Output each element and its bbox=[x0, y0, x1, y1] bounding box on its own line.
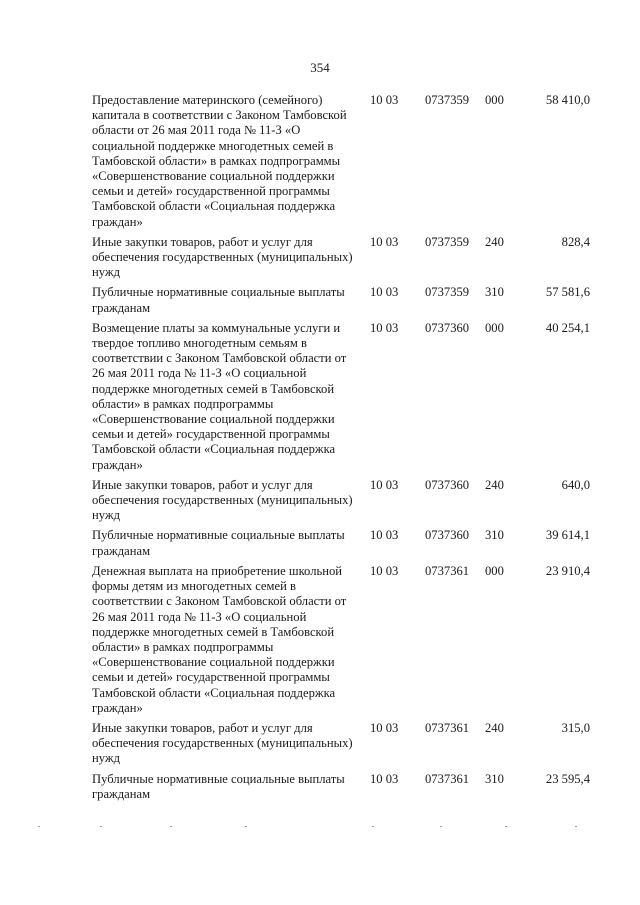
row-description: Возмещение платы за коммунальные услуги и твердое топливо многодетным семьям в соответствии с Законом Тамбовской области от 26 мая 2011 года № 11-З «О социальной поддержке многодетных семей в Тамбовской области» в рамках подпрограммы «Совершенствование социальной поддержки семьи и детей» государственной программы Тамбовской области «Социальная поддержка граждан» bbox=[92, 320, 347, 472]
amount: 315,0 bbox=[561, 720, 590, 735]
row-description: Публичные нормативные социальные выплаты гражданам bbox=[92, 285, 345, 315]
table-row bbox=[0, 721, 640, 767]
table-row bbox=[0, 564, 640, 716]
scan-dot bbox=[245, 826, 247, 827]
amount: 23 595,4 bbox=[545, 771, 590, 786]
table-row bbox=[0, 235, 640, 281]
amount: 57 581,6 bbox=[545, 285, 590, 300]
section-code: 10 03 bbox=[370, 477, 399, 492]
table-row bbox=[0, 528, 640, 558]
expense-type-code: 310 bbox=[485, 285, 504, 300]
table-row bbox=[0, 321, 640, 473]
section-code: 10 03 bbox=[370, 563, 399, 578]
amount: 39 614,1 bbox=[545, 528, 590, 543]
scan-dot bbox=[100, 826, 102, 827]
target-article-code: 0737361 bbox=[425, 771, 470, 786]
expense-type-code: 240 bbox=[485, 234, 504, 249]
section-code: 10 03 bbox=[370, 528, 399, 543]
budget-table bbox=[0, 93, 640, 802]
scan-dot bbox=[505, 826, 507, 827]
amount: 640,0 bbox=[561, 477, 590, 492]
row-description: Денежная выплата на приобретение школьной формы детям из многодетных семей в соответствии с Законом Тамбовской области от 26 мая 2011 года № 11-З «О социальной поддержке многодетных семей в Тамбовской области» в рамках подпрограммы «Совершенствование социальной поддержки семьи и детей» государственной программы Тамбовской области «Социальная поддержка граждан» bbox=[92, 563, 347, 715]
amount: 23 910,4 bbox=[545, 563, 590, 578]
expense-type-code: 310 bbox=[485, 528, 504, 543]
section-code: 10 03 bbox=[370, 93, 399, 107]
expense-type-code: 240 bbox=[485, 477, 504, 492]
row-description: Иные закупки товаров, работ и услуг для обеспечения государственных (муниципальных) нужд bbox=[92, 477, 353, 523]
row-description: Иные закупки товаров, работ и услуг для обеспечения государственных (муниципальных) нужд bbox=[92, 234, 353, 280]
expense-type-code: 000 bbox=[485, 563, 504, 578]
target-article-code: 0737359 bbox=[425, 285, 470, 300]
expense-type-code: 000 bbox=[485, 93, 504, 107]
table-row bbox=[0, 772, 640, 802]
target-article-code: 0737361 bbox=[425, 563, 470, 578]
section-code: 10 03 bbox=[370, 720, 399, 735]
target-article-code: 0737359 bbox=[425, 234, 470, 249]
scan-dot bbox=[170, 826, 172, 827]
expense-type-code: 240 bbox=[485, 720, 504, 735]
section-code: 10 03 bbox=[370, 234, 399, 249]
amount: 40 254,1 bbox=[545, 320, 590, 335]
page-number: 354 bbox=[310, 60, 330, 75]
expense-type-code: 310 bbox=[485, 771, 504, 786]
target-article-code: 0737359 bbox=[425, 93, 470, 107]
table-row bbox=[0, 93, 640, 230]
amount: 828,4 bbox=[561, 234, 590, 249]
scan-dot bbox=[440, 826, 442, 827]
row-description: Публичные нормативные социальные выплаты гражданам bbox=[92, 771, 345, 801]
table-row bbox=[0, 478, 640, 524]
row-description: Предоставление материнского (семейного) капитала в соответствии с Законом Тамбовской области от 26 мая 2011 года № 11-З «О социальной поддержке многодетных семей в Тамбовской области» в рамках подпрограммы «Совершенствование социальной поддержки семьи и детей» государственной программы Тамбовской области «Социальная поддержка граждан» bbox=[92, 93, 347, 229]
target-article-code: 0737360 bbox=[425, 477, 470, 492]
scan-artifact-dots bbox=[0, 826, 640, 834]
table-row bbox=[0, 285, 640, 315]
target-article-code: 0737360 bbox=[425, 320, 470, 335]
target-article-code: 0737361 bbox=[425, 720, 470, 735]
amount: 58 410,0 bbox=[545, 93, 590, 107]
section-code: 10 03 bbox=[370, 320, 399, 335]
row-description: Публичные нормативные социальные выплаты гражданам bbox=[92, 528, 345, 558]
section-code: 10 03 bbox=[370, 285, 399, 300]
scan-dot bbox=[372, 826, 374, 827]
target-article-code: 0737360 bbox=[425, 528, 470, 543]
scan-dot bbox=[575, 826, 577, 827]
expense-type-code: 000 bbox=[485, 320, 504, 335]
row-description: Иные закупки товаров, работ и услуг для обеспечения государственных (муниципальных) нужд bbox=[92, 720, 353, 766]
section-code: 10 03 bbox=[370, 771, 399, 786]
scan-dot bbox=[38, 826, 40, 827]
